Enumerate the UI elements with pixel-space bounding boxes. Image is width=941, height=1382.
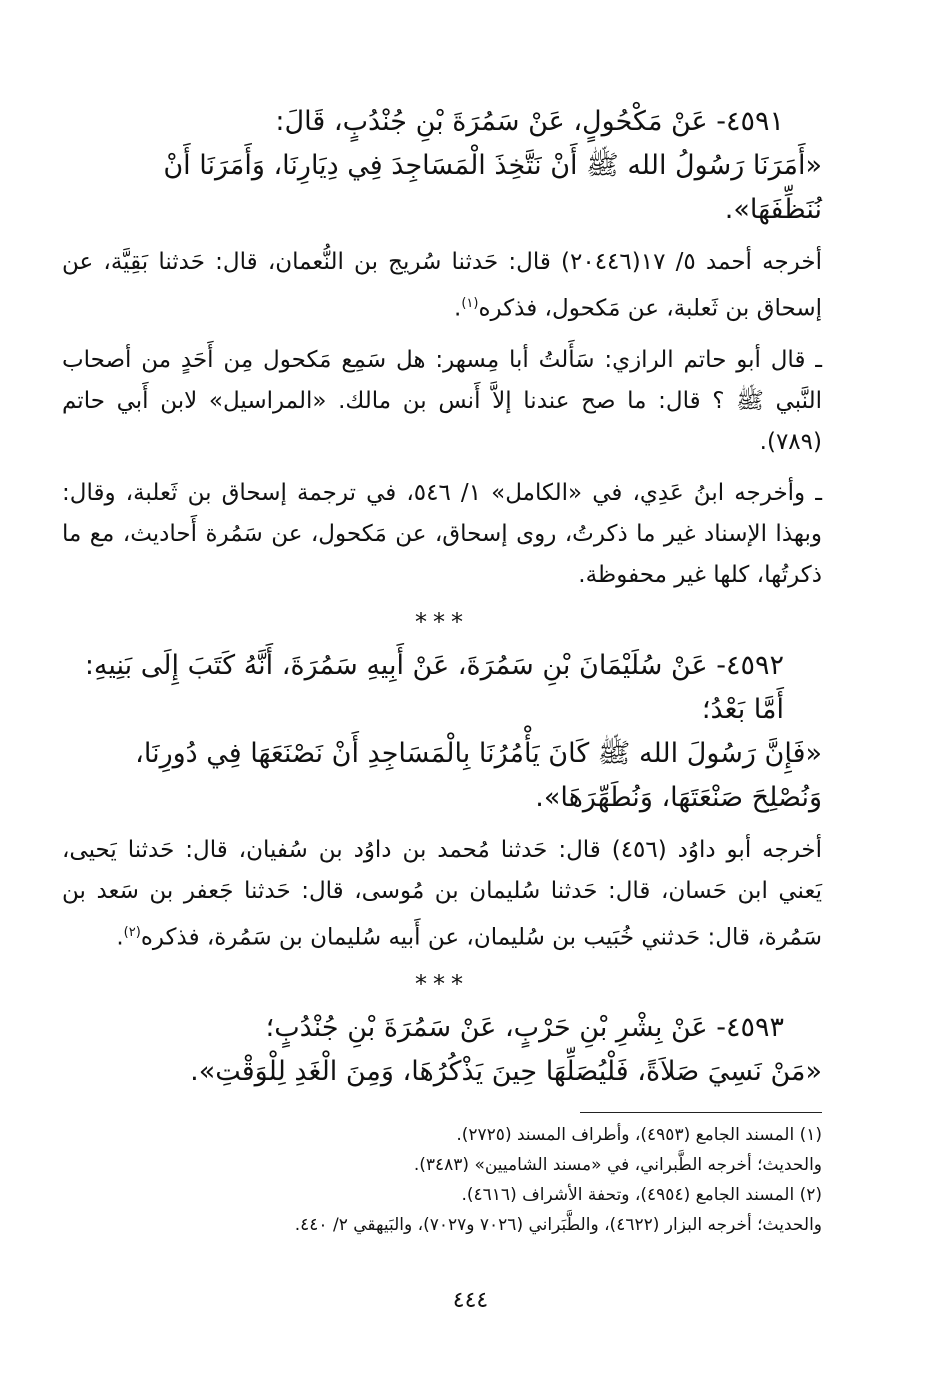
- hadith-4591-takhrij: أخرجه أحمد ٥/ ١٧(٢٠٤٤٦) قال: حَدثنا سُريج بن النُّعمان، قال: حَدثنا بَقِيَّة، عن إسحاق بن ثَعلبة، عن مَكحول، فذكره$^{(١)}$.: [62, 249, 822, 322]
- footnote-2: (٢) المسند الجامع (٤٩٥٤)، وتحفة الأشراف (٤٦١٦).: [461, 1185, 822, 1205]
- hadith-4591-heading: ٤٥٩١- عَنْ مَكْحُولٍ، عَنْ سَمُرَةَ بْنِ جُنْدُبٍ، قَالَ:: [275, 106, 784, 137]
- page-number: ٤٤٤: [452, 1288, 489, 1313]
- hadith-4592-text: «فَإِنَّ رَسُولَ الله ﷺ كَانَ يَأْمُرُنَا بِالْمَسَاجِدِ أَنْ نَصْنَعَهَا فِي دُورِنَا، وَنُصْلِحَ صَنْعَتَهَا، وَنُطَهِّرَهَا».: [135, 737, 822, 813]
- hadith-4593-text: «مَنْ نَسِيَ صَلاَةً، فَلْيُصَلِّهَا حِينَ يَذْكُرُهَا، وَمِنَ الْغَدِ لِلْوَقْتِ».: [190, 1056, 822, 1088]
- footnotes: [62, 1120, 822, 1240]
- hadith-4591-note-ibn-adi: ـ وأخرجه ابنُ عَدِي، في «الكامل» ١/ ٥٤٦، في ترجمة إسحاق بن ثَعلبة، وقال: وبهذا الإسناد غير ما ذكرتُ، روى إسحاق، عن مَكحول، عن سَمُرة أَحاديث، مع ما ذكرتُها، كلها غير محفوظة.: [62, 479, 822, 588]
- footnote-divider: [580, 1112, 822, 1113]
- footnote-1-continuation: والحديث؛ أخرجه الطَّبراني، في «مسند الشاميين» (٣٤٨٣).: [413, 1155, 822, 1175]
- footnote-1: (١) المسند الجامع (٤٩٥٣)، وأطراف المسند (٢٧٢٥).: [456, 1125, 822, 1145]
- takhrij-text: أخرجه أبو داوُد (٤٥٦) قال: حَدثنا مُحمد بن داوُد بن سُفيان، قال: حَدثنا يَحيى، يَعني ابن حَسان، قال: حَدثنا سُليمان بن مُوسى، قال: حَدثنا جَعفر بن سَعد بن سَمُرة، قال: حَدثني خُبَيب بن سُليمان، عن أَبيه سُليمان بن سَمُرة، فذكره: [62, 836, 822, 951]
- footnote-ref-1[interactable]: (١): [461, 296, 479, 311]
- section-separator: ***: [415, 607, 469, 636]
- hadith-4593-heading: ٤٥٩٣- عَنْ بِشْرِ بْنِ حَرْبٍ، عَنْ سَمُرَةَ بْنِ جُنْدُبٍ؛: [265, 1012, 784, 1044]
- hadith-4591-note-abu-hatim: ـ قال أبو حاتم الرازي: سَأَلتُ أبا مِسهر: هل سَمِع مَكحول مِن أَحَدٍ من أصحاب النَّبي ﷺ ؟ قال: ما صح عندنا إلاَّ أَنس بن مالك. «المراسيل» لابن أَبي حاتم (٧٨٩).: [62, 346, 822, 455]
- footnote-ref-2[interactable]: (٢): [123, 924, 141, 940]
- hadith-4591-text: «أَمَرَنَا رَسُولُ الله ﷺ أَنْ نَتَّخِذَ الْمَسَاجِدَ فِي دِيَارِنَا، وَأَمَرَنَا أَنْ نُنَظِّفَهَا».: [163, 150, 822, 225]
- page-body: [62, 100, 822, 1094]
- footnote-2-continuation: والحديث؛ أخرجه البزار (٤٦٢٢)، والطَّبَراني (٧٠٢٦ و٧٠٢٧)، والبَيهقي ٢/ ٤٤٠.: [294, 1215, 822, 1235]
- takhrij-text: أخرجه أحمد ٥/ ١٧(٢٠٤٤٦) قال: حَدثنا سُريج بن النُّعمان، قال: حَدثنا بَقِيَّة، عن إسحاق بن ثَعلبة، عن مَكحول، فذكره: [62, 249, 822, 322]
- section-separator: ***: [415, 970, 469, 999]
- hadith-4592-takhrij: أخرجه أبو داوُد (٤٥٦) قال: حَدثنا مُحمد بن داوُد بن سُفيان، قال: حَدثنا يَحيى، يَعني ابن حَسان، قال: حَدثنا سُليمان بن مُوسى، قال: حَدثنا جَعفر بن سَعد بن سَمُرة، قال: حَدثني خُبَيب بن سُليمان، عن أَبيه سُليمان بن سَمُرة، فذكره$^{(٢)}$.: [62, 836, 822, 951]
- hadith-4592-heading: ٤٥٩٢- عَنْ سُلَيْمَانَ بْنِ سَمُرَةَ، عَنْ أَبِيهِ سَمُرَةَ، أَنَّهُ كَتَبَ إِلَى بَنِيهِ: أَمَّا بَعْدُ؛: [84, 649, 784, 725]
